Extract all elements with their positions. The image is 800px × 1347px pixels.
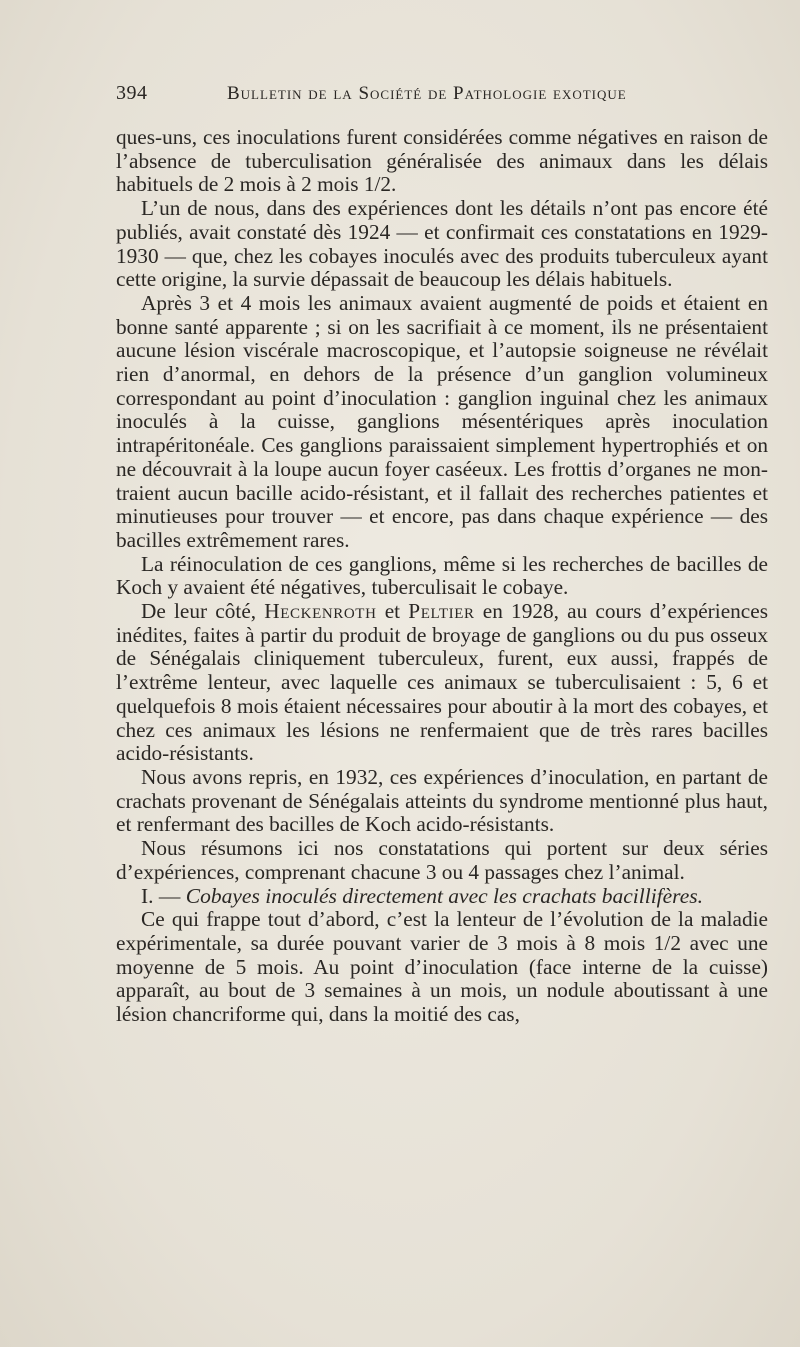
body-text [116, 126, 768, 1027]
paragraph [116, 600, 768, 766]
paragraph-text: De leur côté, [141, 599, 265, 624]
page-number: 394 [116, 82, 148, 104]
paragraph: Nous avons repris, en 1932, ces expériences d’inoculation, en partant de crachats provenant de Sénégalais atteints du syndrome mentionné plus haut, et renfermant des bacilles de Koch acido-résistants. [116, 764, 768, 837]
paragraph-text: en 1928, au cours d’expériences inédites, faites à partir du produit de broyage de ganglions ou du pus osseux de Sénégalais cliniquement tuberculeux, furent, eux aussi, frappés de l’extrême lenteur, avec laquelle ces animaux se tuberculisaient : 5, 6 et quelquefois 8 mois étaient nécessaires pour aboutir à la mort des cobayes, et chez ces animaux les lésions ne renfermaient que de très rares bacilles acido-résistants. [116, 599, 768, 766]
section-title: Cobayes inoculés directement avec les crachats bacillifères. [185, 883, 704, 908]
paragraph: La réinoculation de ces ganglions, même si les recherches de bacilles de Koch y avaient été négatives, tuberculisait le cobaye. [116, 551, 768, 600]
journal-title: Bulletin de la Société de Pathologie exotique [227, 83, 627, 104]
paragraph: Ce qui frappe tout d’abord, c’est la lenteur de l’évolution de la maladie expérimentale, sa durée pouvant varier de 3 mois à 8 mois 1/2 avec une moyenne de 5 mois. Au point d’inoculation (face interne de la cuisse) apparaît, au bout de 3 semaines à un mois, un nodule aboutissant à une lésion chancriforme qui, dans la moitié des cas, [116, 907, 768, 1027]
section-number: I. — [141, 883, 186, 908]
author-name: Peltier [408, 599, 475, 624]
paragraph: Nous résumons ici nos constatations qui portent sur deux séries d’expériences, comprenant chacune 3 ou 4 passages chez l’animal. [116, 836, 768, 884]
author-name: Heckenroth [264, 599, 377, 624]
paragraph: Après 3 et 4 mois les animaux avaient augmenté de poids et étaient en bonne santé apparente ; si on les sacrifiait à ce moment, ils ne présentaient aucune lésion viscérale macroscopique, et l’autopsie soigneuse ne révélait rien d’anormal, en dehors de la présence d’un ganglion volumineux correspondant au point d’inoculation : ganglion inguinal chez les animaux inoculés à la cuisse, ganglions mésentériques après inoculation intrapéritonéale. Ces ganglions paraissaient simplement hypertrophiés et on ne découvrait à la loupe aucun foyer caséeux. Les frottis d’organes ne montraient aucun bacille acido-résistant, et il fallait des recherches patientes et minutieuses pour trouver — et encore, pas dans chaque expérience — des bacilles extrêmement rares. [116, 290, 768, 552]
paragraph: ques-uns, ces inoculations furent considérées comme négatives en raison de l’absence de tuberculisation généralisée des animaux dans les délais habituels de 2 mois à 2 mois 1/2. [116, 125, 768, 197]
running-header [116, 82, 676, 110]
paragraph-text: et [376, 599, 409, 624]
section-heading [116, 885, 768, 909]
paragraph: L’un de nous, dans des expériences dont les détails n’ont pas encore été publiés, avait constaté dès 1924 — et confirmait ces constatations en 1929-1930 — que, chez les cobayes inoculés avec des produits tuberculeux ayant cette origine, la survie dépassait de beaucoup les délais habituels. [116, 196, 768, 292]
